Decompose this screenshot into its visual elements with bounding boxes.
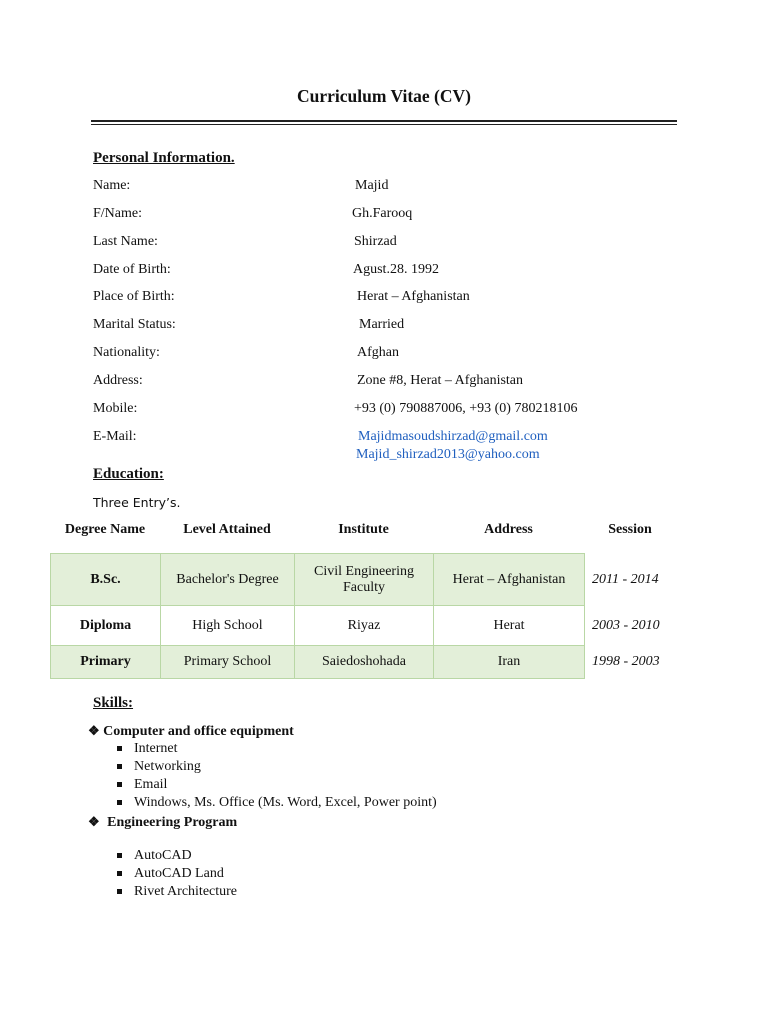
table-row (51, 554, 677, 606)
label-name: Name: (93, 178, 131, 193)
cell-degree: Diploma (51, 606, 161, 646)
square-bullet-icon (117, 764, 122, 769)
value-place-of-birth: Herat – Afghanistan (357, 289, 470, 304)
cell-institute: Saiedoshohada (295, 646, 434, 679)
cell-level: High School (161, 606, 295, 646)
education-note: Three Entry’s. (93, 495, 181, 510)
cell-institute: Riyaz (295, 606, 434, 646)
diamond-bullet-icon: ❖ (88, 814, 100, 829)
list-item (117, 777, 167, 793)
label-email: E-Mail: (93, 429, 137, 444)
title-rule-thick (91, 120, 677, 122)
value-father-name: Gh.Farooq (352, 206, 413, 221)
label-marital-status: Marital Status: (93, 317, 176, 332)
cell-session: 1998 - 2003 (585, 646, 677, 679)
value-address: Zone #8, Herat – Afghanistan (357, 373, 524, 388)
document-title: Curriculum Vitae (CV) (296, 86, 471, 106)
education-table (50, 553, 677, 679)
skill-group-title: Computer and office equipment (103, 724, 294, 739)
list-item (117, 741, 178, 757)
skill-group-computer (88, 723, 294, 740)
education-heading: Education: (93, 466, 164, 482)
col-header-institute: Institute (338, 522, 389, 537)
cell-session: 2003 - 2010 (585, 606, 677, 646)
label-nationality: Nationality: (93, 345, 160, 360)
cell-address: Herat (434, 606, 585, 646)
list-item-text: Windows, Ms. Office (Ms. Word, Excel, Power point) (134, 795, 437, 810)
email-link-gmail[interactable]: Majidmasoudshirzad@gmail.com (358, 429, 548, 444)
label-mobile: Mobile: (93, 401, 138, 416)
value-date-of-birth: Agust.28. 1992 (353, 262, 439, 277)
skill-group-engineering (88, 814, 237, 831)
diamond-bullet-icon: ❖ (88, 723, 100, 738)
email-link-yahoo[interactable]: Majid_shirzad2013@yahoo.com (356, 447, 540, 462)
list-item (117, 759, 201, 775)
square-bullet-icon (117, 853, 122, 858)
cell-level: Primary School (161, 646, 295, 679)
list-item-text: Email (134, 777, 168, 792)
cell-institute (295, 554, 434, 606)
list-item (117, 884, 237, 900)
list-item-text: AutoCAD (134, 848, 192, 863)
cell-degree: Primary (51, 646, 161, 679)
table-row (51, 606, 677, 646)
list-item (117, 866, 224, 882)
label-father-name: F/Name: (93, 206, 142, 221)
cell-degree: B.Sc. (51, 554, 161, 606)
cell-session: 2011 - 2014 (585, 554, 677, 606)
col-header-address: Address (484, 522, 533, 537)
skill-group-title: Engineering Program (107, 815, 238, 830)
square-bullet-icon (117, 871, 122, 876)
title-rule-thin (91, 124, 677, 125)
label-place-of-birth: Place of Birth: (93, 289, 175, 304)
square-bullet-icon (117, 746, 122, 751)
institute-line-2: Faculty (343, 579, 385, 595)
list-item-text: AutoCAD Land (134, 866, 224, 881)
value-marital-status: Married (359, 317, 405, 332)
institute-line-1: Civil Engineering (314, 563, 414, 579)
cell-level: Bachelor's Degree (161, 554, 295, 606)
cell-address: Iran (434, 646, 585, 679)
personal-info-heading: Personal Information. (93, 150, 235, 166)
label-address: Address: (93, 373, 143, 388)
label-last-name: Last Name: (93, 234, 158, 249)
square-bullet-icon (117, 889, 122, 894)
table-row (51, 646, 677, 679)
list-item (117, 795, 437, 811)
value-mobile: +93 (0) 790887006, +93 (0) 780218106 (354, 401, 578, 416)
list-item-text: Networking (134, 759, 201, 774)
cell-address: Herat – Afghanistan (434, 554, 585, 606)
col-header-degree: Degree Name (64, 522, 146, 537)
square-bullet-icon (117, 800, 122, 805)
label-date-of-birth: Date of Birth: (93, 262, 171, 277)
value-last-name: Shirzad (354, 234, 397, 249)
col-header-session: Session (608, 522, 652, 537)
list-item (117, 848, 192, 864)
col-header-level: Level Attained (183, 522, 271, 537)
list-item-text: Internet (134, 741, 178, 756)
value-nationality: Afghan (357, 345, 399, 360)
list-item-text: Rivet Architecture (134, 884, 238, 899)
skills-heading: Skills: (93, 695, 134, 711)
value-name: Majid (355, 178, 389, 193)
square-bullet-icon (117, 782, 122, 787)
